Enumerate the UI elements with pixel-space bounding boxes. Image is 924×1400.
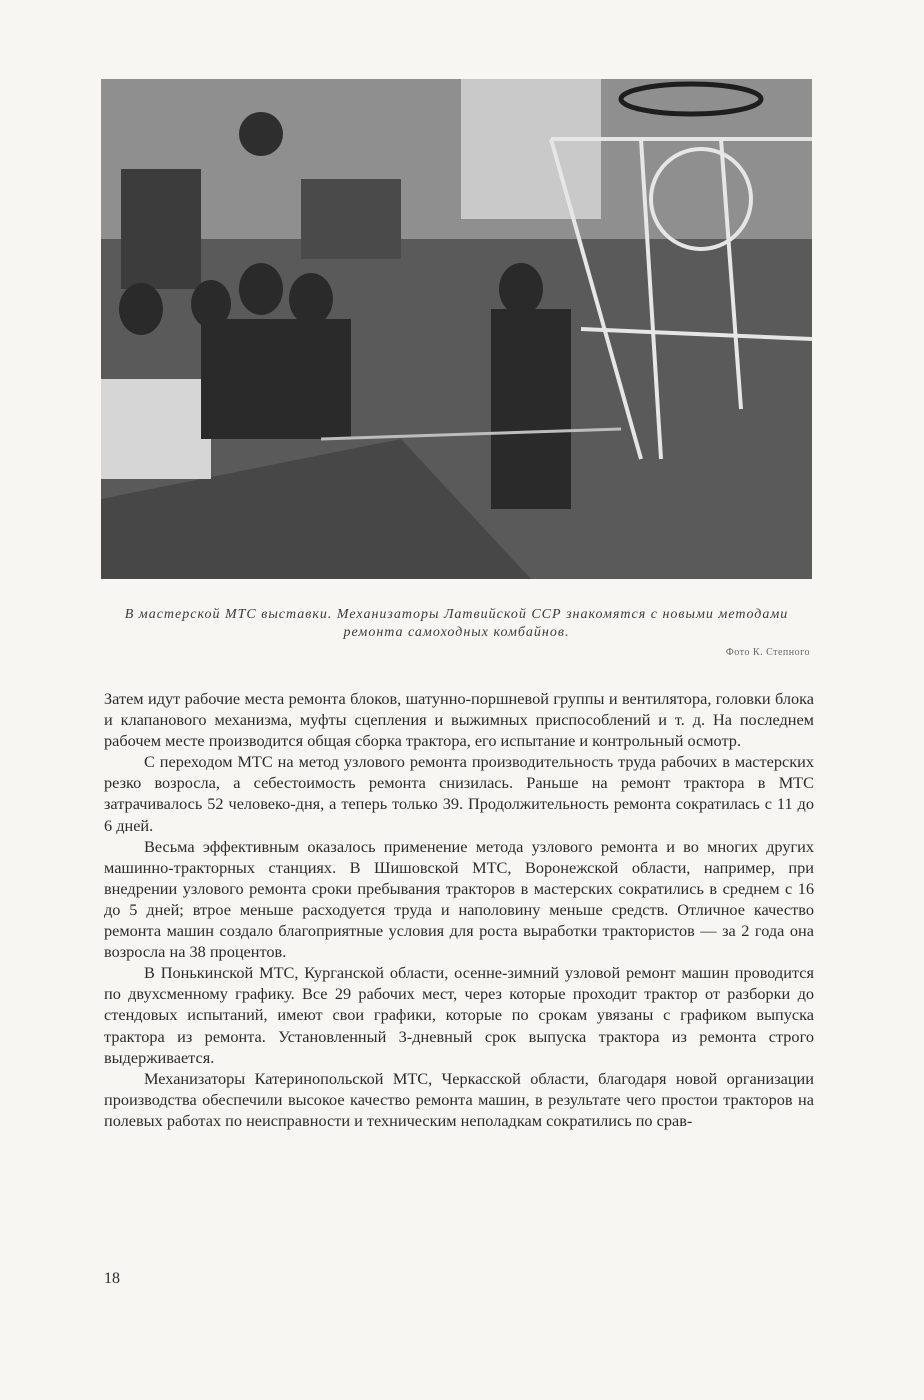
paragraph: Весьма эффективным оказалось применение метода узлового ремонта и во многих других машинно-тракторных станциях. В Шишовской МТС, Воронежской области, например, при внедрении узлового ремонта сроки пребывания тракторов в мастерских сократились в среднем с 16 до 5 дней; втрое меньше расходуется труда и наполовину меньше средств. Отличное качество ремонта машин создало благоприятные условия для роста выработки трактористов — за 2 года она возросла на 38 процентов.: [104, 836, 814, 962]
article-body: [104, 688, 814, 1131]
paragraph: С переходом МТС на метод узлового ремонта производительность труда рабочих в мастерских резко возросла, а себестоимость ремонта снизилась. Раньше на ремонт трактора в МТС затрачивалось 52 человеко-дня, а теперь только 39. Продолжительность ремонта сократилась с 11 до 6 дней.: [104, 752, 814, 835]
figure-caption: В мастерской МТС выставки. Механизаторы Латвийской ССР знакомятся с новыми методами ремонта самоходных комбайнов.: [124, 607, 789, 640]
workshop-photo: [101, 79, 812, 579]
photo-illustration: [101, 79, 812, 579]
paragraph: Механизаторы Катеринопольской МТС, Черкасской области, благодаря новой организации производства обеспечили высокое качество ремонта машин, в результате чего простои тракторов на полевых работах по неисправности и техническим неполадкам сократились по срав-: [104, 1068, 814, 1130]
page-number: 18: [104, 1270, 120, 1287]
paragraph: В Понькинской МТС, Курганской области, осенне-зимний узловой ремонт машин проводится по двухсменному графику. Все 29 рабочих мест, через которые проходит трактор от разборки до стендовых испытаний, имеют свои графики, которые по срокам увязаны с графиком выпуска трактора из ремонта. Установленный 3-дневный срок выпуска трактора из ремонта строго выдерживается.: [104, 963, 814, 1067]
paragraph: Затем идут рабочие места ремонта блоков, шатунно-поршневой группы и вентилятора, головки блока и клапанового механизма, муфты сцепления и выжимных приспособлений и т. д. На последнем рабочем месте производится общая сборка трактора, его испытание и контрольный осмотр.: [104, 689, 814, 751]
photo-credit: Фото К. Степного: [725, 647, 810, 658]
